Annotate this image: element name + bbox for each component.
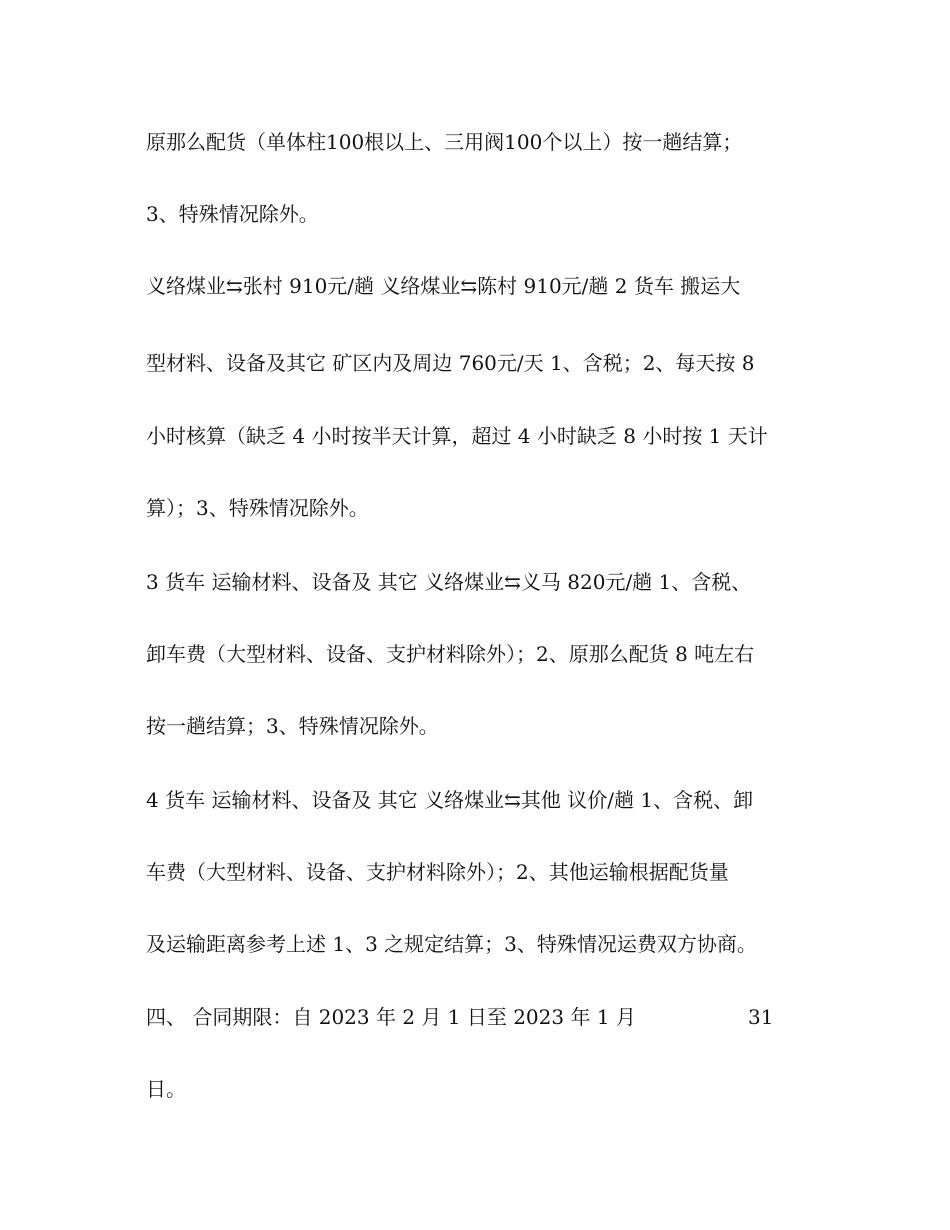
- paragraph-line: 车费（大型材料、设备、支护材料除外）；2、其他运输根据配货量: [146, 860, 729, 884]
- paragraph-line: 4 货车 运输材料、设备及 其它 义络煤业⇆其他 议价/趟 1、含税、卸: [146, 788, 754, 812]
- contract-term-day: 31: [748, 1005, 774, 1029]
- paragraph-line: 3 货车 运输材料、设备及 其它 义络煤业⇆义马 820元/趟 1、含税、: [146, 570, 752, 594]
- paragraph-line: 算）；3、特殊情况除外。: [146, 496, 369, 520]
- paragraph-line: 小时核算（缺乏 4 小时按半天计算，超过 4 小时缺乏 8 小时按 1 天计: [146, 424, 768, 448]
- paragraph-line: 卸车费（大型材料、设备、支护材料除外）；2、原那么配货 8 吨左右: [146, 642, 755, 666]
- paragraph-line: 型材料、设备及其它 矿区内及周边 760元/天 1、含税；2、每天按 8: [146, 351, 755, 375]
- paragraph-line: 义络煤业⇆张村 910元/趟 义络煤业⇆陈村 910元/趟 2 货车 搬运大: [146, 274, 741, 298]
- paragraph-line: 日。: [146, 1077, 186, 1101]
- paragraph-line: 原那么配货（单体柱100根以上、三用阀100个以上）按一趟结算；: [146, 130, 743, 154]
- paragraph-line: 及运输距离参考上述 1、3 之规定结算；3、特殊情况运费双方协商。: [146, 932, 757, 956]
- paragraph-line: 按一趟结算；3、特殊情况除外。: [146, 714, 439, 738]
- contract-term-line: 四、 合同期限：自 2023 年 2 月 1 日至 2023 年 1 月: [146, 1005, 636, 1029]
- paragraph-line: 3、特殊情况除外。: [146, 202, 319, 226]
